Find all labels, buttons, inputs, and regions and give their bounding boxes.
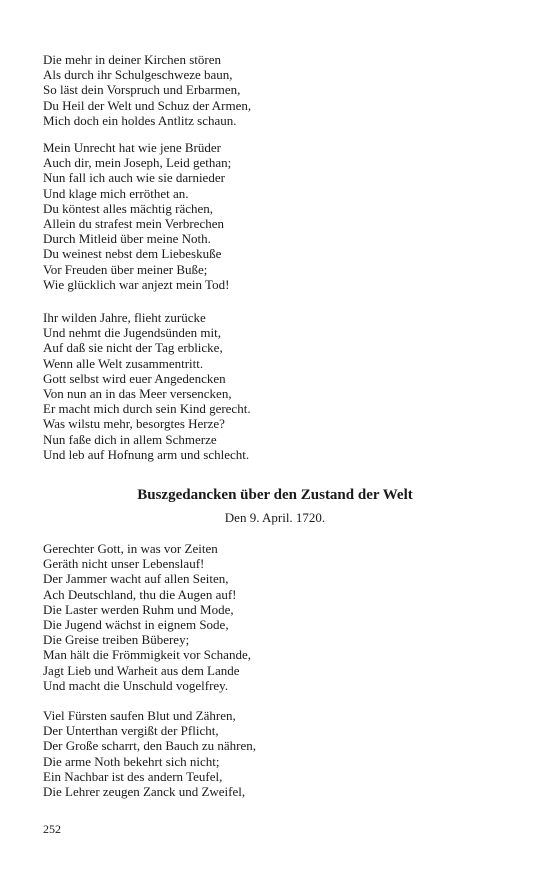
poem-line: Allein du strafest mein Verbrechen [43, 216, 224, 232]
poem-line: Und leb auf Hofnung arm und schlecht. [43, 446, 250, 462]
stanza-3 [43, 310, 251, 462]
poem-line: Und nehmt die Jugendsünden mit, [43, 325, 222, 341]
poem-line: Nun fall ich auch wie sie darnieder [43, 170, 225, 186]
poem-line: Jagt Lieb und Warheit aus dem Lande [43, 662, 240, 678]
poem-line: Er macht mich durch sein Kind gerecht. [43, 401, 251, 417]
poem-line: Die arme Noth bekehrt sich nicht; [43, 753, 220, 769]
poem-line: Die Jugend wächst in eignem Sode, [43, 617, 229, 633]
poem-date: Den 9. April. 1720. [224, 510, 326, 525]
poem-line: Ach Deutschland, thu die Augen auf! [43, 586, 237, 602]
poem-title: Buszgedancken über den Zustand der Welt [137, 487, 413, 503]
poem-line: Nun faße dich in allem Schmerze [43, 431, 217, 447]
poem-line: Durch Mitleid über meine Noth. [43, 231, 211, 247]
poem-line: Mich doch ein holdes Antlitz schaun. [43, 112, 237, 128]
poem-line: Du weinest nebst dem Liebeskuße [43, 246, 222, 262]
poem-line: Auf daß sie nicht der Tag erblicke, [43, 340, 223, 356]
poem-line: Was wilstu mehr, besorgtes Herze? [43, 416, 225, 432]
poem-line: Die Greise treiben Büberey; [43, 632, 190, 648]
poem-line: Die Lehrer zeugen Zanck und Zweifel, [43, 784, 246, 800]
poem-line: Ein Nachbar ist des andern Teufel, [43, 768, 223, 784]
poem-line: Ihr wilden Jahre, flieht zurücke [43, 310, 206, 325]
poem-line: Viel Fürsten saufen Blut und Zähren, [43, 708, 236, 723]
stanza-1 [43, 52, 251, 128]
page-number: 252 [43, 822, 61, 836]
poem-line: Wenn alle Welt zusammentritt. [43, 355, 204, 371]
poem-line: Die Laster werden Ruhm und Mode, [43, 601, 234, 617]
poem-line: Mein Unrecht hat wie jene Brüder [43, 140, 221, 155]
poem-line: Wie glücklich war anjezt mein Tod! [43, 276, 230, 292]
poem-line: Der Unterthan vergißt der Pflicht, [43, 723, 219, 739]
poem-line: Die mehr in deiner Kirchen stören [43, 52, 221, 67]
poem-line: Gott selbst wird euer Angedencken [43, 370, 226, 386]
poem-line: Als durch ihr Schulgeschweze baun, [43, 67, 233, 83]
poem-line: Du Heil der Welt und Schuz der Armen, [43, 97, 252, 113]
poem-line: Der Große scharrt, den Bauch zu nähren, [43, 738, 256, 754]
poem-line: So läst dein Vorspruch und Erbarmen, [43, 82, 241, 98]
poem-line: Man hält die Frömmigkeit vor Schande, [43, 647, 251, 663]
poem-line: Und macht die Unschuld vogelfrey. [43, 677, 229, 693]
poem-line: Geräth nicht unser Lebenslauf! [43, 556, 205, 572]
poem-line: Auch dir, mein Joseph, Leid gethan; [43, 155, 232, 171]
poem-line: Der Jammer wacht auf allen Seiten, [43, 571, 229, 587]
stanza-4 [43, 541, 251, 693]
poem-line: Vor Freuden über meiner Buße; [43, 261, 208, 277]
poem-line: Von nun an in das Meer versencken, [43, 386, 232, 402]
stanza-5 [43, 708, 256, 799]
poem-line: Du köntest alles mächtig rächen, [43, 200, 214, 216]
poem-line: Gerechter Gott, in was vor Zeiten [43, 541, 218, 556]
poem-line: Und klage mich erröthet an. [43, 185, 189, 201]
stanza-2 [43, 140, 231, 292]
